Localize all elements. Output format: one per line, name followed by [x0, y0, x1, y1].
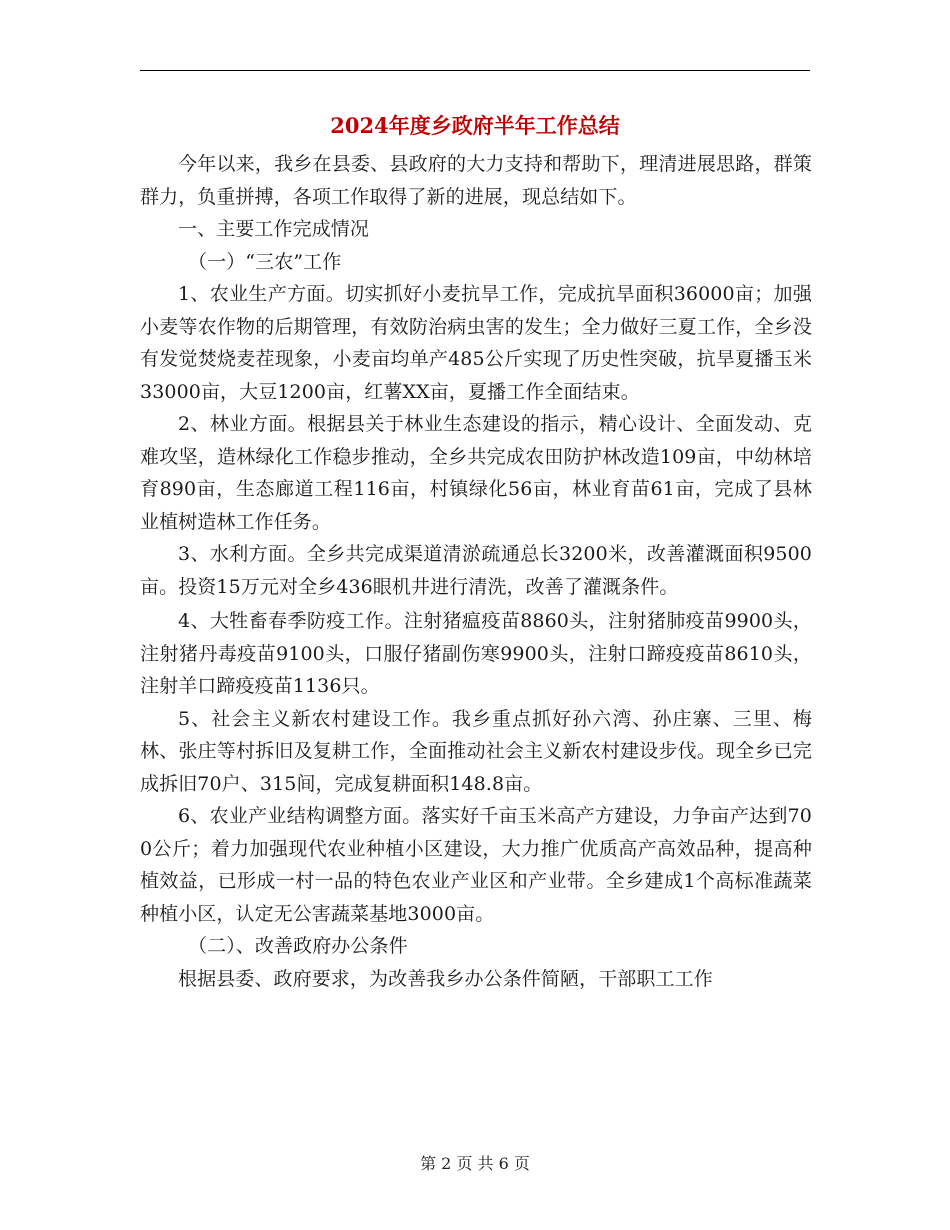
item-paragraph-livestock: 4、大牲畜春季防疫工作。注射猪瘟疫苗8860头，注射猪肺疫苗9900头，注射猪丹毒疫苗9100头，口服仔猪副伤寒9900头，注射口蹄疫疫苗8610头，注射羊口蹄疫疫苗1136只。 — [140, 610, 812, 697]
closing-paragraph: 根据县委、政府要求，为改善我乡办公条件简陋，干部职工工作 — [178, 967, 713, 990]
item-paragraph-agriculture: 1、农业生产方面。切实抓好小麦抗旱工作，完成抗旱面积36000亩；加强小麦等农作物的后期管理，有效防治病虫害的发生；全力做好三夏工作，全乡没有发觉焚烧麦茬现象，小麦亩均单产485公斤实现了历史性突破，抗旱夏播玉米33000亩，大豆1200亩，红薯XX亩，夏播工作全面结束。 — [140, 283, 812, 403]
item-paragraph-forestry: 2、林业方面。根据县关于林业生态建设的指示，精心设计、全面发动、克难攻坚，造林绿化工作稳步推动，全乡共完成农田防护林改造109亩，中幼林培育890亩，生态廊道工程116亩，村镇绿化56亩，林业育苗61亩，完成了县林业植树造林工作任务。 — [140, 413, 812, 533]
subsection-heading: （一）“三农”工作 — [188, 250, 342, 273]
item-paragraph-water: 3、水利方面。全乡共完成渠道清淤疏通总长3200米，改善灌溉面积9500亩。投资15万元对全乡436眼机井进行清洗，改善了灌溉条件。 — [140, 543, 812, 598]
document-body — [140, 148, 812, 995]
subsection-heading-office: （二）、改善政府办公条件 — [188, 935, 408, 957]
section-heading: 一、主要工作完成情况 — [178, 218, 370, 240]
intro-paragraph: 今年以来，我乡在县委、县政府的大力支持和帮助下，理清进展思路，群策群力，负重拼搏，各项工作取得了新的进展，现总结如下。 — [140, 153, 812, 208]
document-title: 2024年度乡政府半年工作总结 — [330, 113, 620, 138]
page-number: 第 2 页 共 6 页 — [420, 1154, 530, 1173]
item-paragraph-industry-structure: 6、农业产业结构调整方面。落实好千亩玉米高产方建设，力争亩产达到700公斤；着力加强现代农业种植小区建设，大力推广优质高产高效品种，提高种植效益，已形成一村一品的特色农业产业区和产业带。全乡建成1个高标准蔬菜种植小区，认定无公害蔬菜基地3000亩。 — [140, 805, 812, 925]
header-rule — [140, 70, 810, 71]
item-paragraph-rural-construction: 5、社会主义新农村建设工作。我乡重点抓好孙六湾、孙庄寨、三里、梅林、张庄等村拆旧及复耕工作，全面推动社会主义新农村建设步伐。现全乡已完成拆旧70户、315间，完成复耕面积148.8亩。 — [140, 707, 812, 795]
